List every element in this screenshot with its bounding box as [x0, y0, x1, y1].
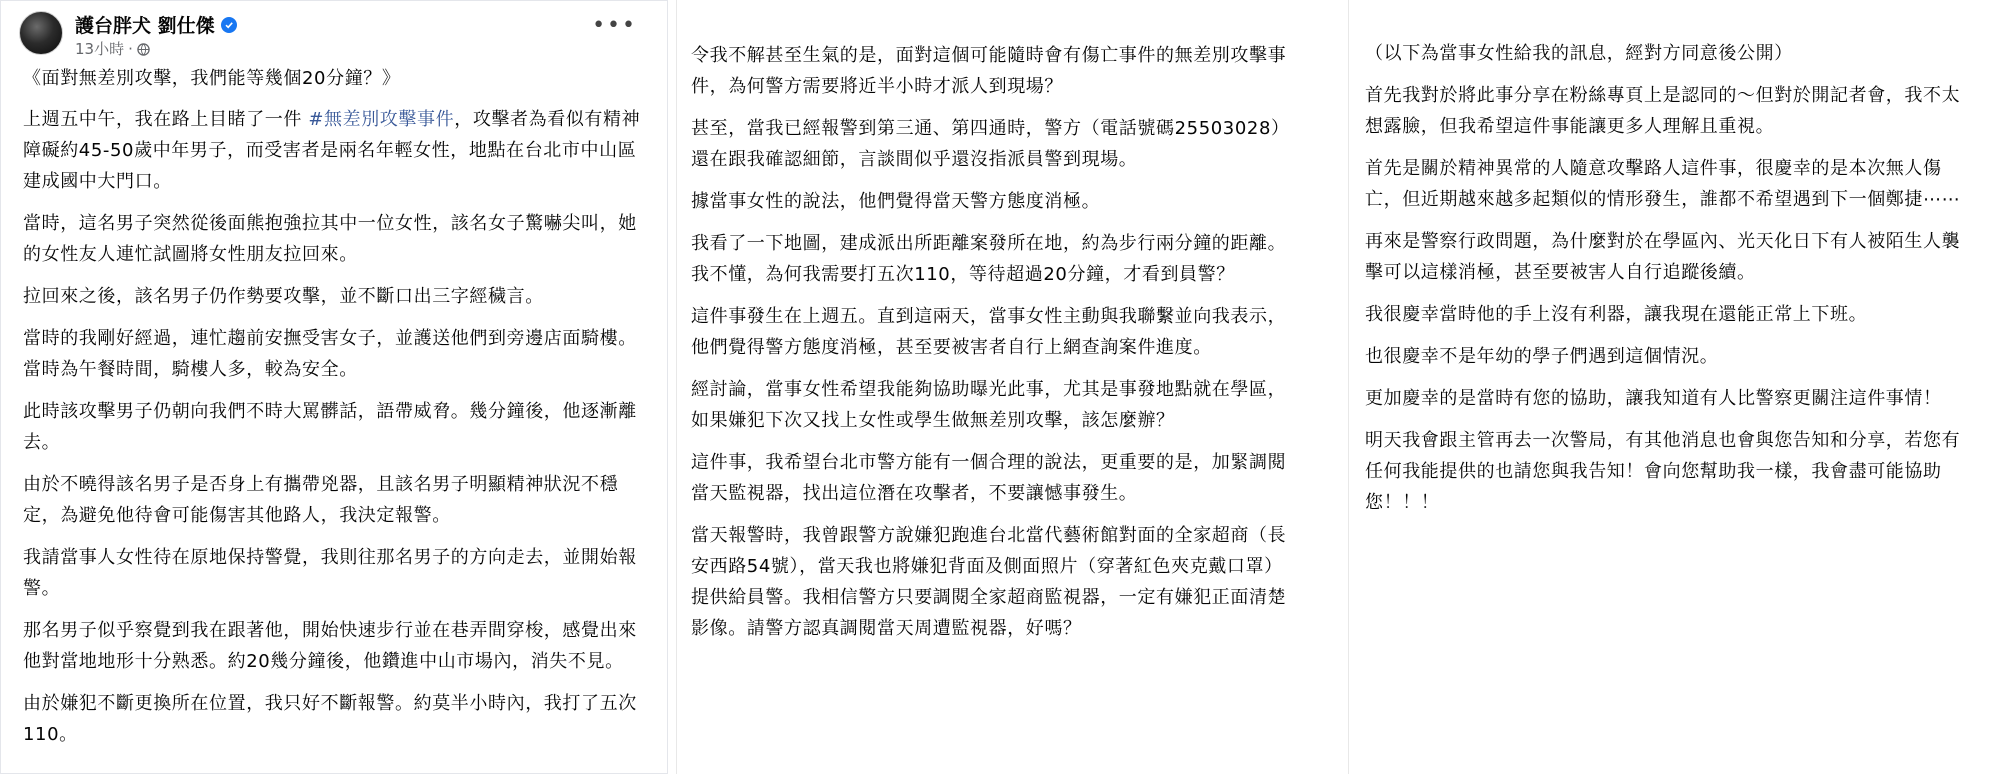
post-paragraph: 我看了一下地圖，建成派出所距離案發所在地，約為步行兩分鐘的距離。我不懂，為何我需要打五次110，等待超過20分鐘，才看到員警？ — [691, 233, 1287, 285]
globe-icon[interactable] — [137, 42, 150, 55]
post-paragraph: 首先我對於將此事分享在粉絲專頁上是認同的～但對於開記者會，我不太想露臉，但我希望這件事能讓更多人理解且重視。 — [1365, 85, 1961, 137]
post-paragraph: 我請當事人女性待在原地保持警覺，我則往那名男子的方向走去，並開始報警。 — [23, 547, 637, 599]
post-paragraph: 首先是關於精神異常的人隨意攻擊路人這件事，很慶幸的是本次無人傷亡，但近期越來越多起類似的情形發生，誰都不希望遇到下一個鄭捷⋯⋯ — [1365, 158, 1961, 210]
post-continuation-1 — [676, 0, 1316, 774]
post-time[interactable]: 13小時 — [75, 40, 125, 58]
post-paragraph: 這件事發生在上週五。直到這兩天，當事女性主動與我聯繫並向我表示，他們覺得警方態度消極，甚至要被害者自行上網查詢案件進度。 — [691, 306, 1287, 358]
post-paragraph: 經討論，當事女性希望我能夠協助曝光此事，尤其是事發地點就在學區，如果嫌犯下次又找上女性或學生做無差別攻擊，該怎麼辦？ — [691, 379, 1287, 431]
post-paragraph: 當時，這名男子突然從後面熊抱強拉其中一位女性，該名女子驚嚇尖叫，她的女性友人連忙試圖將女性朋友拉回來。 — [23, 213, 637, 265]
post-paragraph: 拉回來之後，該名男子仍作勢要攻擊，並不斷口出三字經穢言。 — [23, 286, 544, 307]
post-paragraph: 這件事，我希望台北市警方能有一個合理的說法，更重要的是，加緊調閱當天監視器，找出這位潛在攻擊者，不要讓憾事發生。 — [691, 452, 1287, 504]
post-paragraph: 據當事女性的說法，他們覺得當天警方態度消極。 — [691, 191, 1101, 212]
post-paragraph: 由於不曉得該名男子是否身上有攜帶兇器，且該名男子明顯精神狀況不穩定，為避免他待會可能傷害其他路人，我決定報警。 — [23, 474, 619, 526]
post-continuation-2 — [1348, 0, 1998, 774]
post-header — [1, 1, 667, 59]
post-card — [0, 0, 668, 774]
verified-badge-icon — [221, 17, 237, 33]
intro-text-end: ，攻擊者為看似有精神障礙約45-50歲中年男子，而受害者是兩名年輕女性，地點在台北市中山區建成國中大門口。 — [23, 109, 641, 192]
hashtag-link[interactable]: #無差別攻擊事件 — [308, 109, 455, 130]
post-paragraph: 明天我會跟主管再去一次警局，有其他消息也會與您告知和分享，若您有任何我能提供的也請您與我告知！會向您幫助我一樣，我會盡可能協助您！！！ — [1365, 430, 1961, 513]
author-avatar[interactable] — [19, 11, 63, 55]
post-paragraph: 甚至，當我已經報警到第三通、第四通時，警方（電話號碼25503028）還在跟我確認細節，言談間似乎還沒指派員警到現場。 — [691, 118, 1290, 170]
author-row — [75, 11, 237, 38]
post-paragraph: 令我不解甚至生氣的是，面對這個可能隨時會有傷亡事件的無差別攻擊事件，為何警方需要將近半小時才派人到現場？ — [691, 45, 1287, 97]
post-paragraph: 更加慶幸的是當時有您的協助，讓我知道有人比警察更關注這件事情！ — [1365, 388, 1942, 409]
intro-text-start: 上週五中午，我在路上目睹了一件 — [23, 109, 309, 130]
post-paragraph: 我很慶幸當時他的手上沒有利器，讓我現在還能正常上下班。 — [1365, 304, 1868, 325]
post-paragraph: 再來是警察行政問題，為什麼對於在學區內、光天化日下有人被陌生人襲擊可以這樣消極，甚至要被害人自行追蹤後續。 — [1365, 231, 1961, 283]
post-title: 《面對無差別攻擊，我們能等幾個20分鐘？》 — [23, 68, 401, 89]
post-paragraph: 由於嫌犯不斷更換所在位置，我只好不斷報警。約莫半小時內，我打了五次110。 — [23, 693, 637, 745]
meta-separator: · — [128, 39, 133, 58]
post-paragraph: 當時的我剛好經過，連忙趨前安撫受害女子，並護送他們到旁邊店面騎樓。當時為午餐時間，騎樓人多，較為安全。 — [23, 328, 637, 380]
post-paragraph: 當天報警時，我曾跟警方說嫌犯跑進台北當代藝術館對面的全家超商（長安西路54號），當天我也將嫌犯背面及側面照片（穿著紅色夾克戴口罩）提供給員警。我相信警方只要調閱全家超商監視器，一定有嫌犯正面清楚影像。請警方認真調閱當天周遭監視器，好嗎？ — [691, 525, 1287, 639]
more-options-icon[interactable]: ••• — [592, 13, 637, 38]
post-paragraph: 那名男子似乎察覺到我在跟著他，開始快速步行並在巷弄間穿梭，感覺出來他對當地地形十分熟悉。約20幾分鐘後，他鑽進中山市場內，消失不見。 — [23, 620, 637, 672]
post-paragraph: （以下為當事女性給我的訊息，經對方同意後公開） — [1365, 43, 1793, 64]
post-body — [1, 59, 667, 750]
post-paragraph: 也很慶幸不是年幼的學子們遇到這個情況。 — [1365, 346, 1719, 367]
post-paragraph-intro — [23, 104, 643, 197]
post-meta — [75, 38, 150, 59]
author-name[interactable]: 護台胖犬 劉仕傑 — [75, 15, 215, 37]
post-paragraph: 此時該攻擊男子仍朝向我們不時大罵髒話，語帶威脅。幾分鐘後，他逐漸離去。 — [23, 401, 637, 453]
